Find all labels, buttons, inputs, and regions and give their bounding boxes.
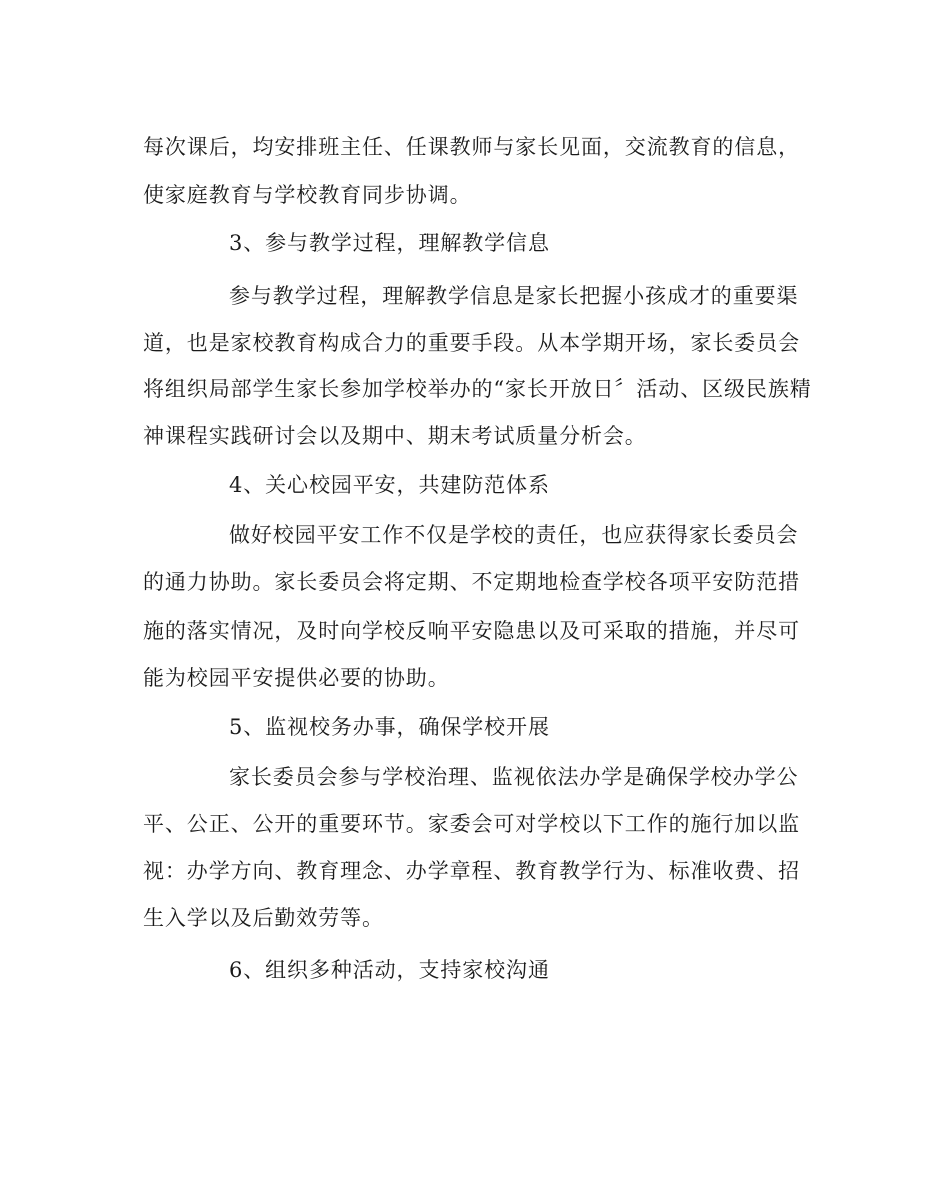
paragraph-line: 生入学以及后勤效劳等。 [143, 906, 384, 930]
paragraph-line: 每次课后，均安排班主任、任课教师与家长见面，交流教育的信息， [143, 135, 800, 159]
paragraph-line: 参与教学过程，理解教学信息是家长把握小孩成才的重要渠 [229, 284, 799, 308]
paragraph-line: 能为校园平安提供必要的协助。 [143, 666, 450, 690]
paragraph-line: 视：办学方向、教育理念、办学章程、教育教学行为、标准收费、招 [143, 859, 800, 883]
section-heading-6: 6、组织多种活动，支持家校沟通 [229, 958, 550, 982]
section-heading-4: 4、关心校园平安，共建防范体系 [229, 473, 550, 497]
paragraph-line: 的通力协助。家长委员会将定期、不定期地检查学校各项平安防范措 [143, 570, 800, 594]
paragraph-line: 使家庭教育与学校教育同步协调。 [143, 183, 472, 207]
section-heading-5: 5、监视校务办事，确保学校开展 [229, 715, 550, 739]
paragraph-line: 神课程实践研讨会以及期中、期末考试质量分析会。 [143, 424, 647, 448]
paragraph-line: 平、公正、公开的重要环节。家委会可对学校以下工作的施行加以监 [143, 812, 800, 836]
paragraph-line: 家长委员会参与学校治理、监视依法办学是确保学校办学公 [229, 765, 799, 789]
paragraph-line: 做好校园平安工作不仅是学校的责任，也应获得家长委员会 [229, 523, 799, 547]
section-heading-3: 3、参与教学过程，理解教学信息 [229, 231, 550, 255]
paragraph-line: 将组织局部学生家长参加学校举办的“家长开放日〞活动、区级民族精 [143, 377, 812, 401]
paragraph-line: 道，也是家校教育构成合力的重要手段。从本学期开场，家长委员会 [143, 331, 800, 355]
paragraph-line: 施的落实情况，及时向学校反响平安隐患以及可采取的措施，并尽可 [143, 619, 800, 643]
